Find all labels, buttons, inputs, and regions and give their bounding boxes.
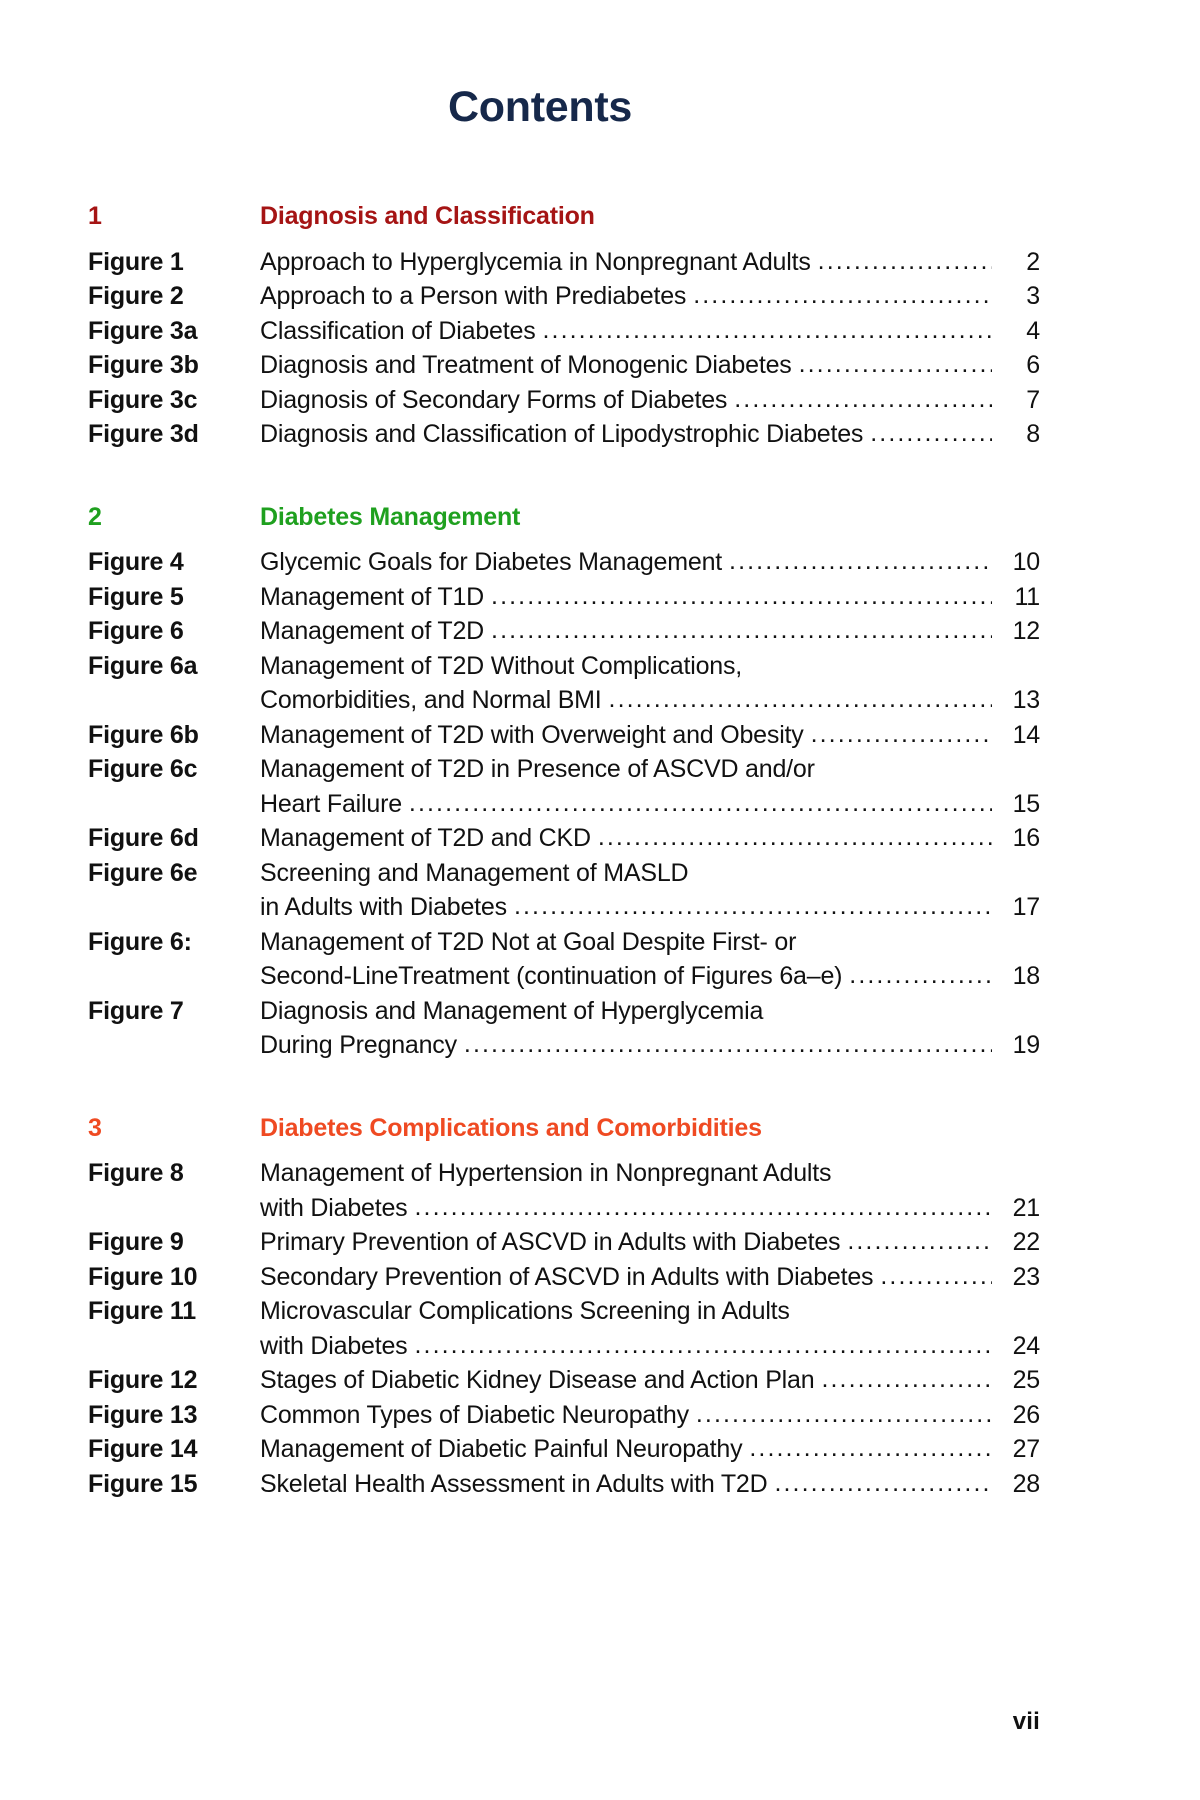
toc-entry-line bbox=[260, 1363, 1040, 1398]
toc-entry[interactable] bbox=[88, 417, 1040, 452]
toc-entry-title: Diagnosis and Treatment of Monogenic Diabetes bbox=[260, 351, 792, 379]
toc-page-number: 21 bbox=[1012, 1193, 1040, 1222]
toc-entry-title: with Diabetes bbox=[260, 1193, 408, 1222]
toc-entry-line bbox=[260, 245, 1040, 280]
dot-leader bbox=[696, 1397, 992, 1432]
toc-page-number: 14 bbox=[1012, 720, 1040, 749]
toc-page-number: 27 bbox=[1012, 1435, 1040, 1463]
toc-page-number: 26 bbox=[1012, 1400, 1040, 1429]
toc-entry-body bbox=[260, 545, 1040, 580]
toc-entry-title: with Diabetes bbox=[260, 1331, 408, 1360]
toc-entry[interactable] bbox=[88, 545, 1040, 580]
toc-entry-line bbox=[260, 683, 1040, 718]
toc-entry[interactable] bbox=[88, 614, 1040, 649]
toc-entry-title: Glycemic Goals for Diabetes Management bbox=[260, 548, 723, 576]
toc-page-number: 23 bbox=[1012, 1262, 1040, 1291]
toc-entry-label: Figure 3a bbox=[88, 316, 198, 345]
toc-entry-title: Diagnosis and Classification of Lipodystrophic Diabetes bbox=[260, 420, 864, 448]
toc-entry-label: Figure 5 bbox=[88, 582, 184, 611]
toc-page-number: 7 bbox=[1026, 385, 1040, 414]
toc-entry-title: Diagnosis and Management of Hyperglycemia bbox=[260, 996, 764, 1025]
toc-entry-line bbox=[260, 1329, 1040, 1364]
toc-page-number: 17 bbox=[1012, 893, 1040, 921]
toc-entry-title: Screening and Management of MASLD bbox=[260, 858, 689, 887]
dot-leader bbox=[609, 682, 992, 717]
toc-entry[interactable] bbox=[88, 1467, 1040, 1502]
toc-entry-title: Classification of Diabetes bbox=[260, 316, 536, 345]
toc-entry-label: Figure 6 bbox=[88, 617, 184, 645]
toc-entry-body bbox=[260, 279, 1040, 314]
toc-page-number: 3 bbox=[1026, 282, 1040, 310]
toc-entry-body bbox=[260, 1225, 1040, 1260]
toc-entry[interactable] bbox=[88, 1225, 1040, 1260]
toc-entry-body bbox=[260, 821, 1040, 856]
toc-entry-body bbox=[260, 614, 1040, 649]
page-folio: vii bbox=[1012, 1708, 1040, 1735]
toc-entry-label: Figure 3c bbox=[88, 385, 198, 414]
dot-leader bbox=[749, 1431, 992, 1466]
dot-leader bbox=[821, 1362, 992, 1397]
toc-entry-line bbox=[260, 959, 1040, 994]
toc-entry-body bbox=[260, 348, 1040, 383]
toc-sections bbox=[88, 129, 1040, 1501]
page-title: Contents bbox=[448, 83, 632, 131]
toc-entry-line bbox=[260, 752, 1040, 787]
toc-entry-line bbox=[260, 821, 1040, 856]
toc-entry[interactable] bbox=[88, 314, 1040, 349]
toc-entry-line bbox=[260, 279, 1040, 314]
toc-entry-title: Approach to Hyperglycemia in Nonpregnant Adults bbox=[260, 247, 811, 276]
toc-entry-label: Figure 7 bbox=[88, 996, 184, 1025]
toc-entry[interactable] bbox=[88, 1432, 1040, 1467]
toc-entry[interactable] bbox=[88, 1260, 1040, 1295]
toc-entry-body bbox=[260, 383, 1040, 418]
toc-entry-body bbox=[260, 417, 1040, 452]
toc-entry-line bbox=[260, 417, 1040, 452]
toc-entry-label: Figure 10 bbox=[88, 1262, 198, 1291]
toc-entry-body bbox=[260, 718, 1040, 753]
toc-entry-label: Figure 12 bbox=[88, 1366, 198, 1394]
toc-entry-body bbox=[260, 580, 1040, 615]
toc-entry-title: Secondary Prevention of ASCVD in Adults with Diabetes bbox=[260, 1262, 874, 1291]
toc-entry[interactable] bbox=[88, 1156, 1040, 1225]
toc-page-number: 16 bbox=[1012, 824, 1040, 852]
toc-entry-line bbox=[260, 614, 1040, 649]
dot-leader bbox=[847, 1224, 992, 1259]
toc-entry[interactable] bbox=[88, 245, 1040, 280]
toc-entry-line bbox=[260, 1294, 1040, 1329]
toc-entry[interactable] bbox=[88, 649, 1040, 718]
toc-entry-line bbox=[260, 1028, 1040, 1063]
toc-entry-label: Figure 6d bbox=[88, 824, 199, 852]
toc-page-number: 24 bbox=[1012, 1331, 1040, 1360]
toc-entry-body bbox=[260, 994, 1040, 1063]
dot-leader bbox=[734, 382, 992, 417]
toc-entry-label: Figure 6c bbox=[88, 755, 198, 783]
toc-entry-title: Second-LineTreatment (continuation of Figures 6a–e) bbox=[260, 962, 843, 990]
dot-leader bbox=[729, 544, 992, 579]
dot-leader bbox=[849, 958, 992, 993]
dot-leader bbox=[774, 1466, 992, 1501]
toc-entry[interactable] bbox=[88, 1363, 1040, 1398]
toc-entry-line bbox=[260, 925, 1040, 960]
toc-entry-body bbox=[260, 925, 1040, 994]
toc-entry-title: in Adults with Diabetes bbox=[260, 893, 507, 921]
section-number: 2 bbox=[88, 502, 102, 531]
toc-entry-label: Figure 2 bbox=[88, 282, 184, 310]
toc-entry-title: Management of T2D Without Complications, bbox=[260, 651, 743, 680]
section-name: Diabetes Management bbox=[260, 502, 521, 531]
toc-entry[interactable] bbox=[88, 994, 1040, 1063]
toc-entry[interactable] bbox=[88, 580, 1040, 615]
dot-leader bbox=[491, 579, 992, 614]
toc-entry-title: Microvascular Complications Screening in Adults bbox=[260, 1297, 790, 1325]
toc-entry-label: Figure 6e bbox=[88, 858, 198, 887]
toc-entry-title: Management of Diabetic Painful Neuropathy bbox=[260, 1435, 743, 1463]
toc-entry-body bbox=[260, 1398, 1040, 1433]
toc-page-number: 8 bbox=[1026, 420, 1040, 448]
toc-entry-label: Figure 6b bbox=[88, 720, 199, 749]
toc-entry-title: Management of T2D in Presence of ASCVD and/or bbox=[260, 755, 815, 783]
toc-entry-label: Figure 4 bbox=[88, 548, 184, 576]
toc-entry-line bbox=[260, 1398, 1040, 1433]
toc-entry-line bbox=[260, 787, 1040, 822]
toc-entry-body bbox=[260, 649, 1040, 718]
toc-entry-label: Figure 8 bbox=[88, 1159, 184, 1187]
toc-section bbox=[88, 452, 1040, 1063]
dot-leader bbox=[409, 786, 992, 821]
toc-entry-body bbox=[260, 1432, 1040, 1467]
section-number: 1 bbox=[88, 202, 102, 230]
toc-entry-line bbox=[260, 1467, 1040, 1502]
dot-leader bbox=[811, 717, 992, 752]
dot-leader bbox=[464, 1027, 992, 1062]
section-heading[interactable] bbox=[88, 203, 1040, 231]
section-heading[interactable] bbox=[88, 1115, 1040, 1143]
dot-leader bbox=[598, 820, 992, 855]
toc-entry-title: Management of T2D Not at Goal Despite First- or bbox=[260, 927, 797, 956]
toc-entry-label: Figure 3b bbox=[88, 351, 199, 379]
toc-entry-line bbox=[260, 856, 1040, 891]
toc-page-number: 28 bbox=[1012, 1469, 1040, 1498]
toc-entry-body bbox=[260, 752, 1040, 821]
toc-entry-title: Stages of Diabetic Kidney Disease and Action Plan bbox=[260, 1366, 815, 1394]
toc-entry-line bbox=[260, 1156, 1040, 1191]
toc-page-number: 10 bbox=[1012, 548, 1040, 576]
toc-entry-line bbox=[260, 1432, 1040, 1467]
toc-entry[interactable] bbox=[88, 718, 1040, 753]
toc-entry-label: Figure 15 bbox=[88, 1469, 198, 1498]
toc-entry-label: Figure 6a bbox=[88, 651, 198, 680]
toc-entry-line bbox=[260, 545, 1040, 580]
toc-entry-body bbox=[260, 1363, 1040, 1398]
toc-entry[interactable] bbox=[88, 821, 1040, 856]
toc-entry-title: Primary Prevention of ASCVD in Adults with Diabetes bbox=[260, 1228, 841, 1256]
toc-entry-body bbox=[260, 314, 1040, 349]
toc-entry[interactable] bbox=[88, 856, 1040, 925]
toc-entry-title: Management of T2D bbox=[260, 617, 485, 645]
toc-page-number: 18 bbox=[1012, 962, 1040, 990]
toc-entry-title: During Pregnancy bbox=[260, 1031, 457, 1059]
toc-entry-line bbox=[260, 348, 1040, 383]
dot-leader bbox=[543, 313, 993, 348]
toc-entry-title: Skeletal Health Assessment in Adults with T2D bbox=[260, 1469, 768, 1498]
toc-page-number: 2 bbox=[1026, 247, 1040, 276]
toc-entry-label: Figure 9 bbox=[88, 1228, 184, 1256]
toc-entry-line bbox=[260, 580, 1040, 615]
toc-page-number: 13 bbox=[1012, 686, 1040, 714]
section-number: 3 bbox=[88, 1113, 102, 1142]
toc-entry-label: Figure 11 bbox=[88, 1297, 196, 1325]
toc-entry[interactable] bbox=[88, 1398, 1040, 1433]
toc-entry-body bbox=[260, 245, 1040, 280]
section-name: Diabetes Complications and Comorbidities bbox=[260, 1113, 762, 1142]
toc-entry-line bbox=[260, 1260, 1040, 1295]
toc-page-number: 6 bbox=[1026, 351, 1040, 379]
toc-section bbox=[88, 1063, 1040, 1502]
toc-entry-body bbox=[260, 1294, 1040, 1363]
dot-leader bbox=[491, 613, 992, 648]
toc-page-number: 25 bbox=[1012, 1366, 1040, 1394]
toc-entry-title: Management of Hypertension in Nonpregnant Adults bbox=[260, 1159, 832, 1187]
toc-entry[interactable] bbox=[88, 348, 1040, 383]
toc-entry-title: Management of T1D bbox=[260, 582, 485, 611]
toc-entry[interactable] bbox=[88, 1294, 1040, 1363]
toc-page-number: 4 bbox=[1026, 316, 1040, 345]
toc-entry-title: Comorbidities, and Normal BMI bbox=[260, 686, 602, 714]
toc-page-number: 19 bbox=[1012, 1031, 1040, 1059]
toc-page-number: 15 bbox=[1012, 789, 1040, 818]
toc-entry-title: Management of T2D with Overweight and Obesity bbox=[260, 720, 804, 749]
toc-entry-body bbox=[260, 1467, 1040, 1502]
toc-entry-body bbox=[260, 1260, 1040, 1295]
toc-entry-line bbox=[260, 383, 1040, 418]
toc-entry-title: Management of T2D and CKD bbox=[260, 824, 591, 852]
toc-entry[interactable] bbox=[88, 925, 1040, 994]
dot-leader bbox=[870, 416, 992, 451]
toc-entry[interactable] bbox=[88, 383, 1040, 418]
toc-entry-label: Figure 6: bbox=[88, 927, 192, 956]
dot-leader bbox=[414, 1328, 992, 1363]
section-name: Diagnosis and Classification bbox=[260, 202, 595, 230]
dot-leader bbox=[693, 278, 992, 313]
dot-leader bbox=[880, 1259, 992, 1294]
toc-entry[interactable] bbox=[88, 279, 1040, 314]
toc-entry-label: Figure 14 bbox=[88, 1435, 198, 1463]
toc-entry-line bbox=[260, 718, 1040, 753]
toc-entry-line bbox=[260, 890, 1040, 925]
toc-entry-title: Approach to a Person with Prediabetes bbox=[260, 282, 687, 310]
toc-entry-line bbox=[260, 314, 1040, 349]
toc-entry-title: Diagnosis of Secondary Forms of Diabetes bbox=[260, 385, 728, 414]
toc-page-number: 22 bbox=[1012, 1228, 1040, 1256]
toc-entry-line bbox=[260, 1191, 1040, 1226]
toc-entry-label: Figure 13 bbox=[88, 1400, 198, 1429]
toc-entry-line bbox=[260, 649, 1040, 684]
toc-page-number: 12 bbox=[1012, 617, 1040, 645]
toc-entry-title: Heart Failure bbox=[260, 789, 402, 818]
toc-entry-label: Figure 1 bbox=[88, 247, 184, 276]
dot-leader bbox=[414, 1190, 992, 1225]
section-heading[interactable] bbox=[88, 504, 1040, 532]
dot-leader bbox=[818, 244, 992, 279]
toc-page-number: 11 bbox=[1014, 582, 1040, 611]
toc-entry-line bbox=[260, 1225, 1040, 1260]
toc-entry-label: Figure 3d bbox=[88, 420, 199, 448]
toc-entry-body bbox=[260, 1156, 1040, 1225]
dot-leader bbox=[799, 347, 992, 382]
toc-entry-body bbox=[260, 856, 1040, 925]
toc-entry-line bbox=[260, 994, 1040, 1029]
dot-leader bbox=[514, 889, 992, 924]
toc-entry[interactable] bbox=[88, 752, 1040, 821]
toc-section bbox=[88, 129, 1040, 452]
toc-entry-title: Common Types of Diabetic Neuropathy bbox=[260, 1400, 689, 1429]
